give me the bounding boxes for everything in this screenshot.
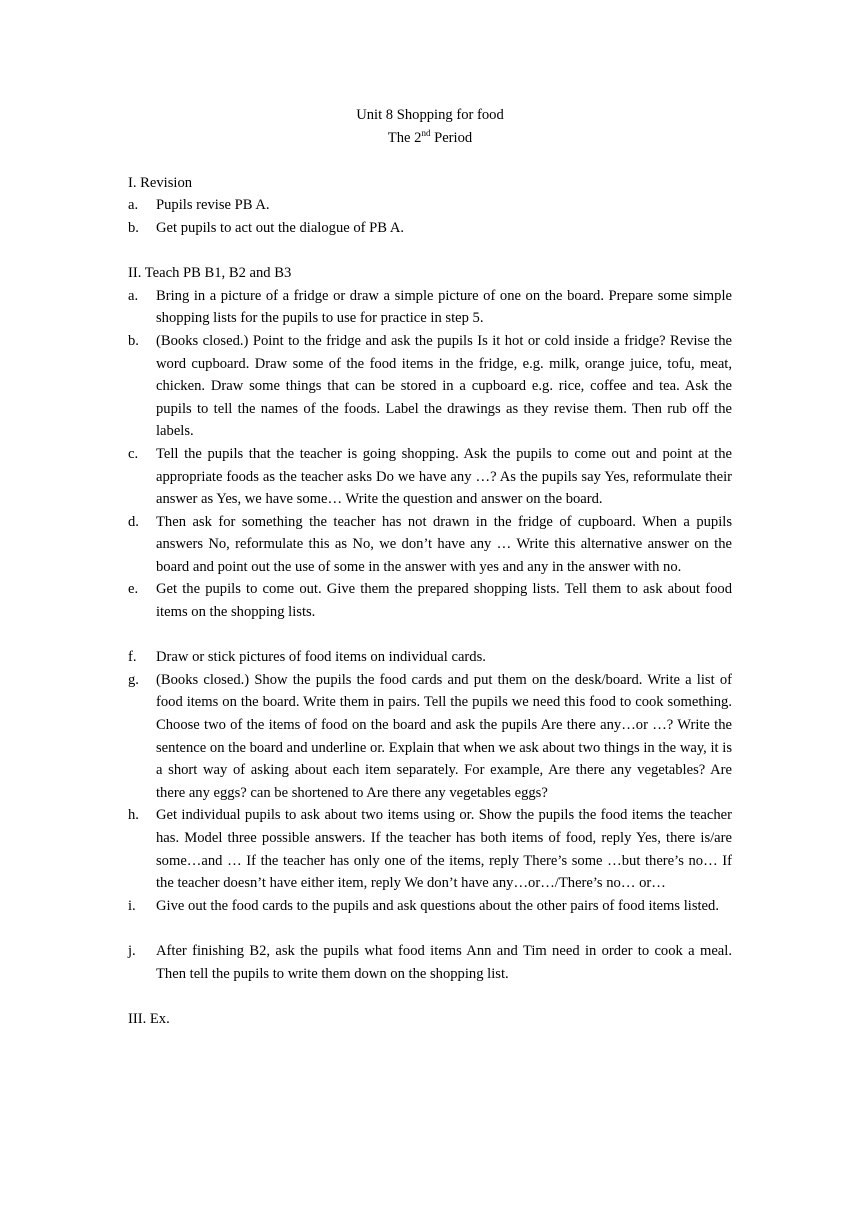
list-item-text: Give out the food cards to the pupils and ask questions about the other pairs of food items listed. <box>156 897 719 914</box>
teach-list-part-1 <box>128 285 732 624</box>
list-item-text: (Books closed.) Show the pupils the food cards and put them on the desk/board. Write a list of food items on the board. Write them in pairs. Tell the pupils we need this food to cook something. Choose two of the items of food on the board and ask the pupils Are there any…or …? Write the sentence on the board and underline or. Explain that when we ask about two things in the way, it is a short way of asking about each item separately. For example, Are there any vegetables? Are there any eggs? can be shortened to Are there any vegetables eggs? <box>156 671 732 801</box>
revision-list <box>128 194 732 239</box>
list-item <box>128 217 732 240</box>
list-item-text: Get the pupils to come out. Give them the prepared shopping lists. Tell them to ask about food items on the shopping lists. <box>156 581 732 621</box>
document-subtitle <box>128 127 732 150</box>
list-item <box>128 285 732 330</box>
list-item <box>128 511 732 579</box>
list-item-marker: g. <box>128 671 139 688</box>
list-item-marker: b. <box>128 332 139 349</box>
list-item-text: Bring in a picture of a fridge or draw a simple picture of one on the board. Prepare some simple shopping lists for the pupils to use for practice in step 5. <box>156 287 732 327</box>
list-item-marker: i. <box>128 897 136 914</box>
list-item <box>128 443 732 511</box>
spacer <box>128 985 732 1008</box>
list-item-text: After finishing B2, ask the pupils what food items Ann and Tim need in order to cook a meal. Then tell the pupils to write them down on the shopping list. <box>156 942 732 982</box>
subtitle-post: Period <box>430 129 473 146</box>
list-item-marker: b. <box>128 219 139 236</box>
spacer <box>128 149 732 172</box>
list-item <box>128 940 732 985</box>
section-heading-exercise: III. Ex. <box>128 1010 170 1027</box>
list-item <box>128 578 732 623</box>
section-heading-teach: II. Teach PB B1, B2 and B3 <box>128 265 292 282</box>
list-item-text: Get individual pupils to ask about two items using or. Show the pupils the food items the teacher has. Model three possible answers. If the teacher has both items of food, reply Yes, there is/are some…and … If the teacher has only one of the items, reply There’s some …but there’s no… If the teacher doesn’t have either item, reply We don’t have any…or…/There’s no… or… <box>156 807 732 892</box>
list-item <box>128 194 732 217</box>
list-item <box>128 330 732 443</box>
document-title <box>128 104 732 127</box>
list-item-text: Get pupils to act out the dialogue of PB A. <box>156 219 405 236</box>
list-item <box>128 669 732 805</box>
list-item-text: Draw or stick pictures of food items on individual cards. <box>156 649 486 666</box>
list-item-marker: e. <box>128 581 139 598</box>
list-item-marker: c. <box>128 445 139 462</box>
list-item <box>128 895 732 918</box>
spacer <box>128 917 732 940</box>
teach-list-part-2 <box>128 646 732 917</box>
subtitle-superscript: nd <box>421 127 431 138</box>
list-item-marker: a. <box>128 197 139 214</box>
list-item-marker: d. <box>128 513 139 530</box>
subtitle-pre: The 2 <box>387 129 422 146</box>
list-item <box>128 804 732 894</box>
list-item-marker: f. <box>128 649 137 666</box>
list-item-text: Pupils revise PB A. <box>156 197 270 214</box>
list-item-marker: j. <box>128 942 136 959</box>
list-item-marker: h. <box>128 807 139 824</box>
section-heading-revision: I. Revision <box>128 174 193 191</box>
list-item <box>128 646 732 669</box>
teach-list-part-3 <box>128 940 732 985</box>
document-page <box>128 104 732 1030</box>
spacer <box>128 624 732 647</box>
list-item-text: Tell the pupils that the teacher is going shopping. Ask the pupils to come out and point at the appropriate foods as the teacher asks Do we have any …? As the pupils say Yes, reformulate their answer as Yes, we have some… Write the question and answer on the board. <box>156 445 732 508</box>
list-item-text: (Books closed.) Point to the fridge and ask the pupils Is it hot or cold inside a fridge? Revise the word cupboard. Draw some of the food items in the fridge, e.g. milk, orange juice, tofu, meat, chicken. Draw some things that can be stored in a cupboard e.g. rice, coffee and tea. Ask the pupils to tell the names of the foods. Label the drawings as they revise them. Then rub off the labels. <box>156 332 732 440</box>
list-item-marker: a. <box>128 287 139 304</box>
title-text: Unit 8 Shopping for food <box>356 107 504 123</box>
list-item-text: Then ask for something the teacher has not drawn in the fridge of cupboard. When a pupils answers No, reformulate this as No, we don’t have any … Write this alternative answer on the board and point out the use of some in the answer with yes and any in the answer with no. <box>156 513 732 575</box>
spacer <box>128 240 732 263</box>
